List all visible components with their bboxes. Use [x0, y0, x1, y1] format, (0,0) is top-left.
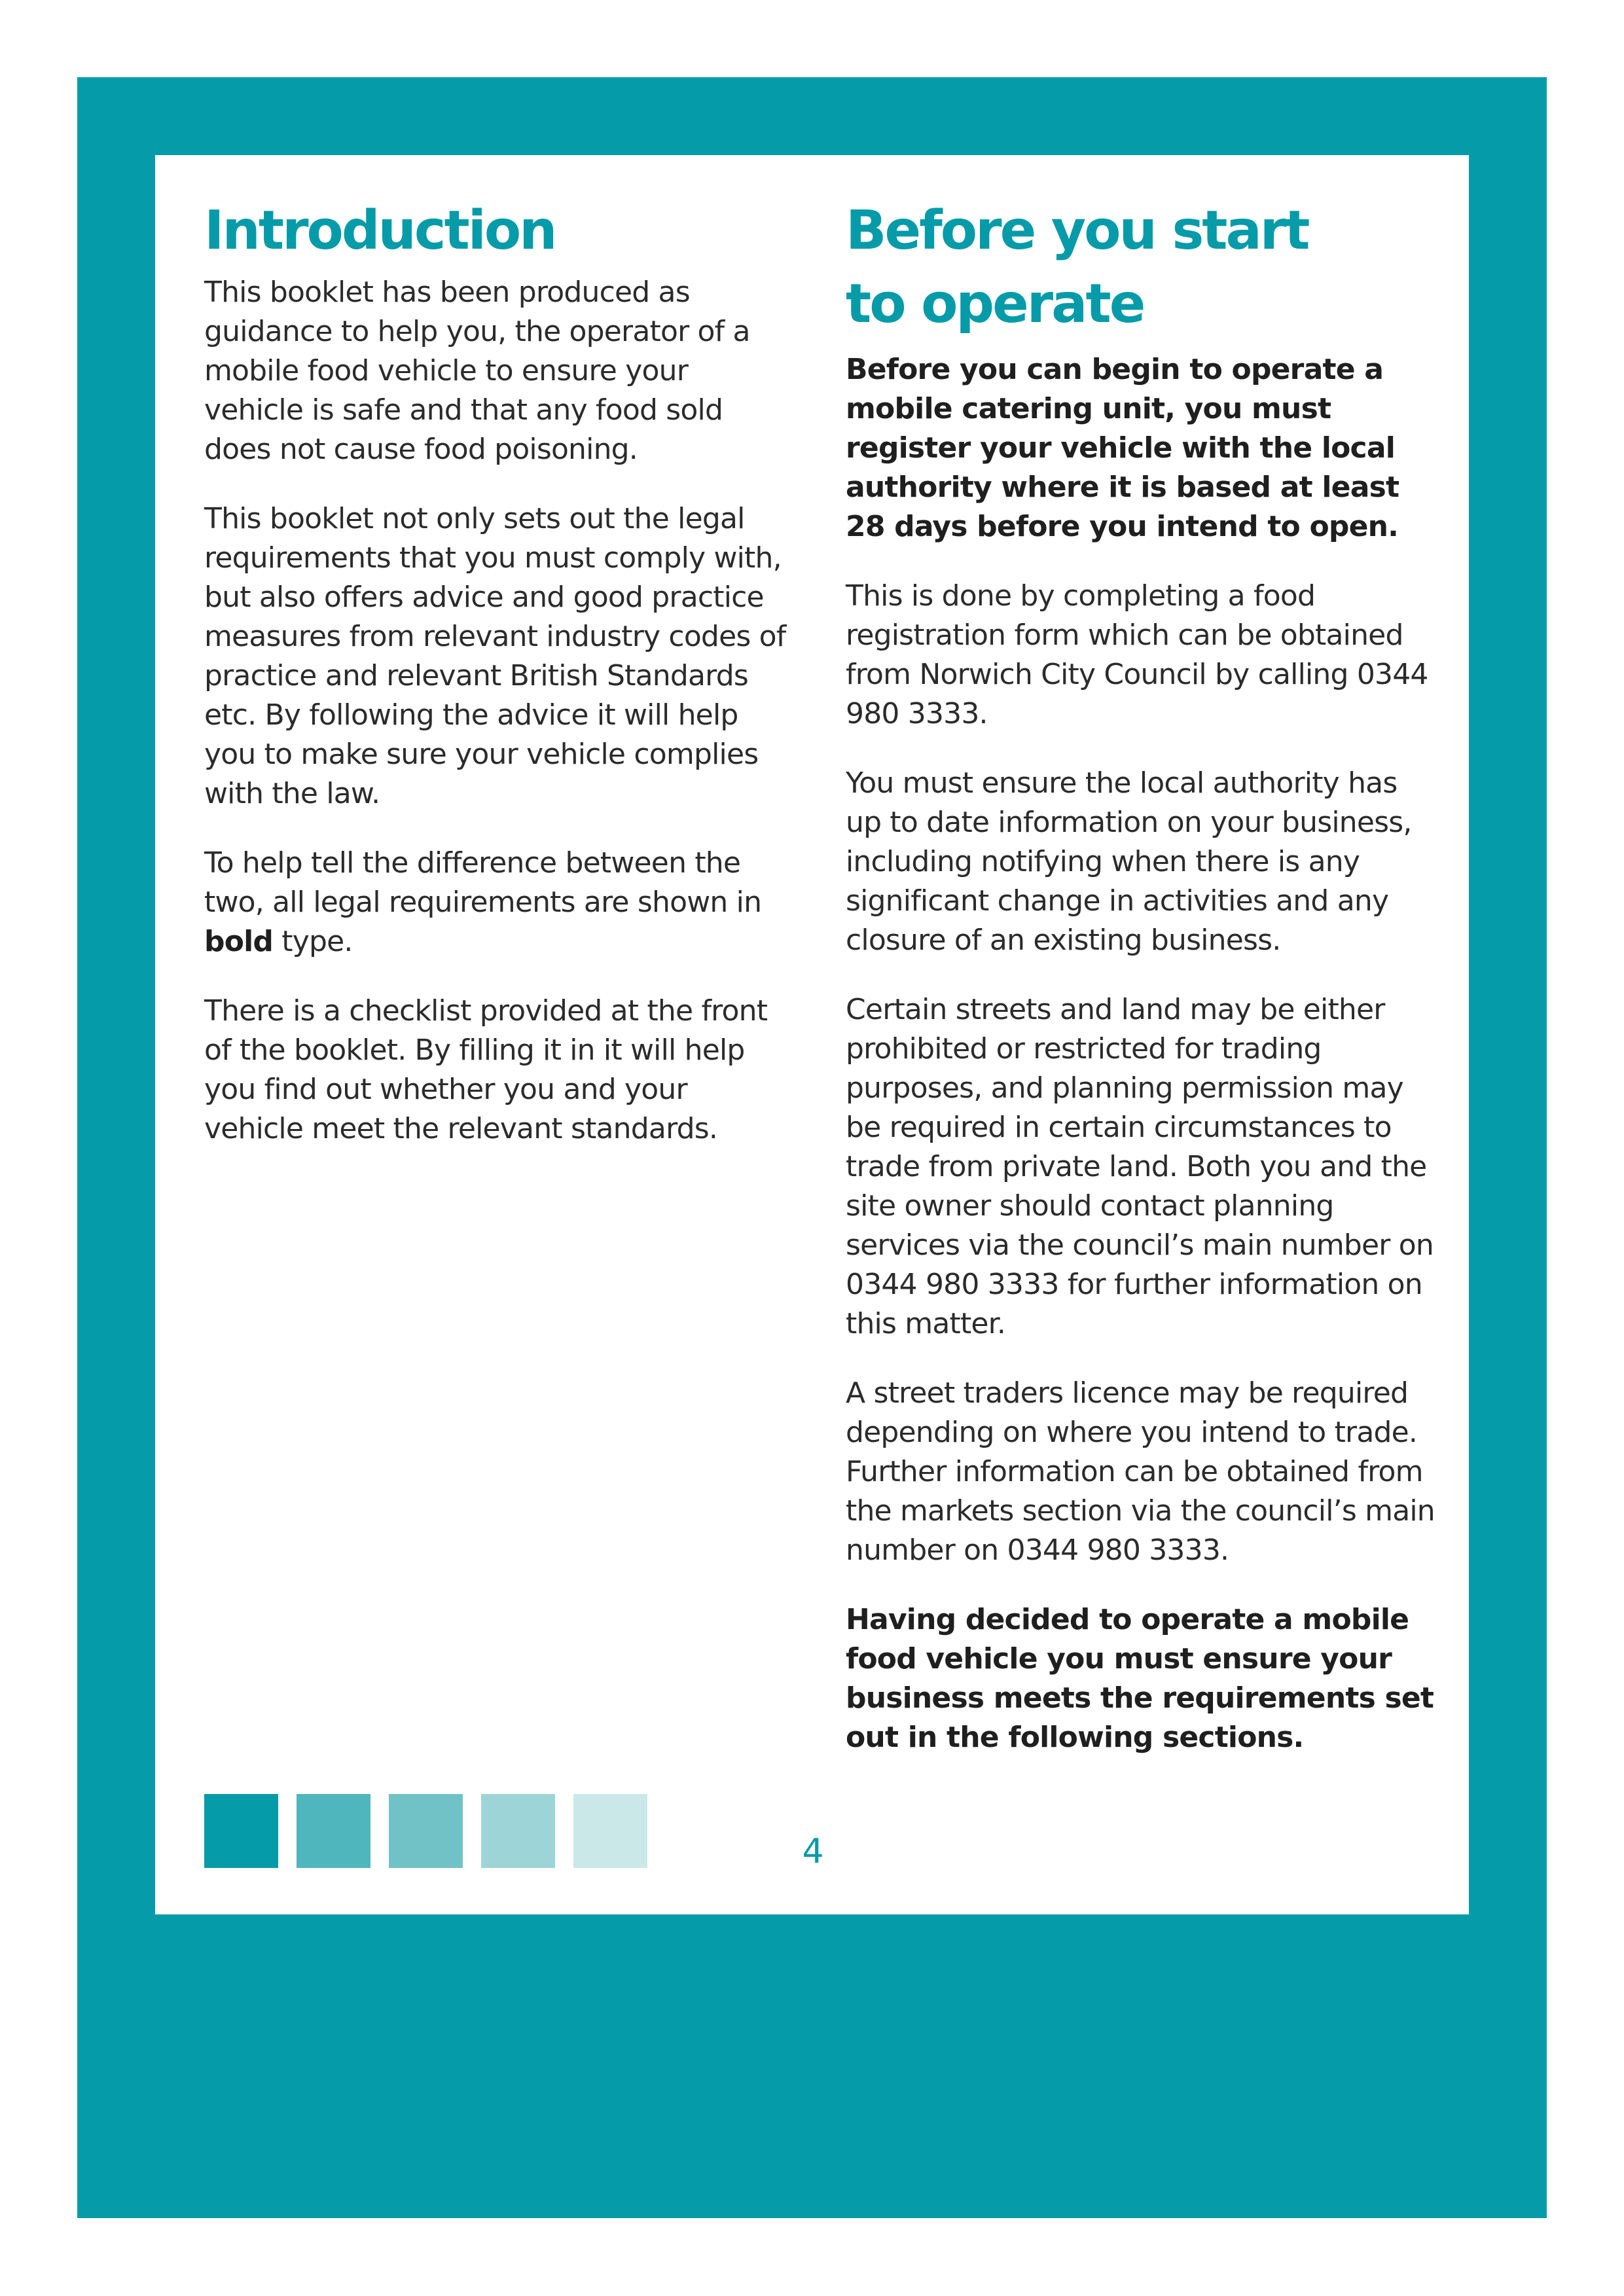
- swatch-4: [481, 1794, 555, 1868]
- heading-line-1: Before you start: [846, 200, 1308, 262]
- introduction-heading: Introduction: [204, 200, 556, 262]
- swatch-1: [204, 1794, 278, 1868]
- intro-paragraph-4: There is a checklist provided at the front of the booklet. By filling it in it will help you find out whether you and your vehicle meet the relevant standards.: [204, 994, 768, 1145]
- update-information: You must ensure the local authority has up to date information on your business, including notifying when there is any significant change in activities and any closure of an existing business.: [846, 766, 1412, 957]
- intro-paragraph-3: [204, 844, 793, 961]
- street-traders-licence-info: A street traders licence may be required depending on where you intend to trade. Further information can be obtained from the markets section via the council’s main number on 0344 980 3333.: [846, 1376, 1435, 1567]
- intro-paragraph-2: This booklet not only sets out the legal requirements that you must comply with, but also offers advice and good practice measures from relevant industry codes of practice and relevant British Standards etc. By following the advice it will help you to make sure your vehicle complies with the law.: [204, 502, 786, 810]
- page-panel: [155, 155, 1469, 1914]
- bold-word: bold: [204, 925, 274, 958]
- closing-requirement: Having decided to operate a mobile food vehicle you must ensure your business meets the requirements set out in the following sections.: [846, 1603, 1434, 1754]
- introduction-column: [204, 155, 793, 1179]
- registration-form-info: This is done by completing a food registration form which can be obtained from Norwich City Council by calling 0344 980 3333.: [846, 579, 1428, 730]
- intro-paragraph-3-end: type.: [273, 925, 353, 958]
- swatch-3: [389, 1794, 463, 1868]
- swatch-2: [297, 1794, 370, 1868]
- intro-paragraph-1: This booklet has been produced as guidance to help you, the operator of a mobile food vehicle to ensure your vehicle is safe and that any food sold does not cause food poisoning.: [204, 276, 750, 466]
- registration-requirement: Before you can begin to operate a mobile catering unit, you must register your vehicle with the local authority where it is based at least 28 days before you intend to open.: [846, 353, 1399, 543]
- heading-line-2: to operate: [846, 273, 1144, 335]
- page-number: 4: [802, 1832, 824, 1871]
- swatch-5: [573, 1794, 647, 1868]
- planning-permission-info: Certain streets and land may be either prohibited or restricted for trading purposes, and planning permission may be required in certain circumstances to trade from private land. Both you and the site owner should contact planning services via the council’s main number on 0344 980 3333 for further information on this matter.: [846, 993, 1434, 1340]
- before-you-start-heading: [846, 194, 1435, 341]
- intro-paragraph-3-start: To help tell the difference between the two, all legal requirements are shown in: [204, 846, 762, 919]
- before-you-start-column: [846, 155, 1435, 1787]
